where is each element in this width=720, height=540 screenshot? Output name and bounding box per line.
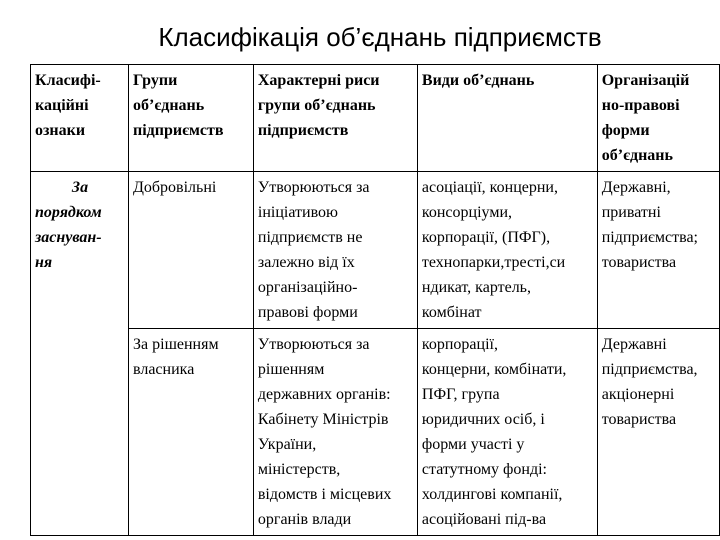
features-cell: Утворюються за рішенням державних органів: Кабінету Міністрів України, міністерств, відомств і місцевих органів влади — [253, 329, 417, 536]
sign-cell: За порядком заснуван- ня — [31, 172, 129, 536]
group-cell: За рішенням власника — [129, 329, 254, 536]
group-cell: Добровільні — [129, 172, 254, 329]
header-classification-signs: Класифі- каційні ознаки — [31, 65, 129, 172]
header-groups: Групи об’єднань підприємств — [129, 65, 254, 172]
features-cell: Утворюються за ініціативою підприємств не залежно від їх організаційно- правові форми — [253, 172, 417, 329]
header-legal-forms: Організацій но-правові форми об’єднань — [597, 65, 719, 172]
table-row — [31, 329, 720, 536]
header-row — [31, 65, 720, 172]
header-types: Види об’єднань — [417, 65, 597, 172]
legal-forms-cell: Державні, приватні підприємства; товариства — [597, 172, 719, 329]
header-features: Характерні риси групи об’єднань підприємств — [253, 65, 417, 172]
types-cell: асоціації, концерни, консорціуми, корпорації, (ПФГ), технопарки,тресті,си ндикат, картель, комбінат — [417, 172, 597, 329]
legal-forms-cell: Державні підприємства, акціонерні товариства — [597, 329, 719, 536]
table-row — [31, 172, 720, 329]
classification-table — [30, 64, 720, 536]
types-cell: корпорації, концерни, комбінати, ПФГ, група юридичних осіб, і форми участі у статутному фонді: холдингові компанії, асоційовані під-ва — [417, 329, 597, 536]
slide-title: Класифікація об’єднань підприємств — [158, 22, 602, 52]
